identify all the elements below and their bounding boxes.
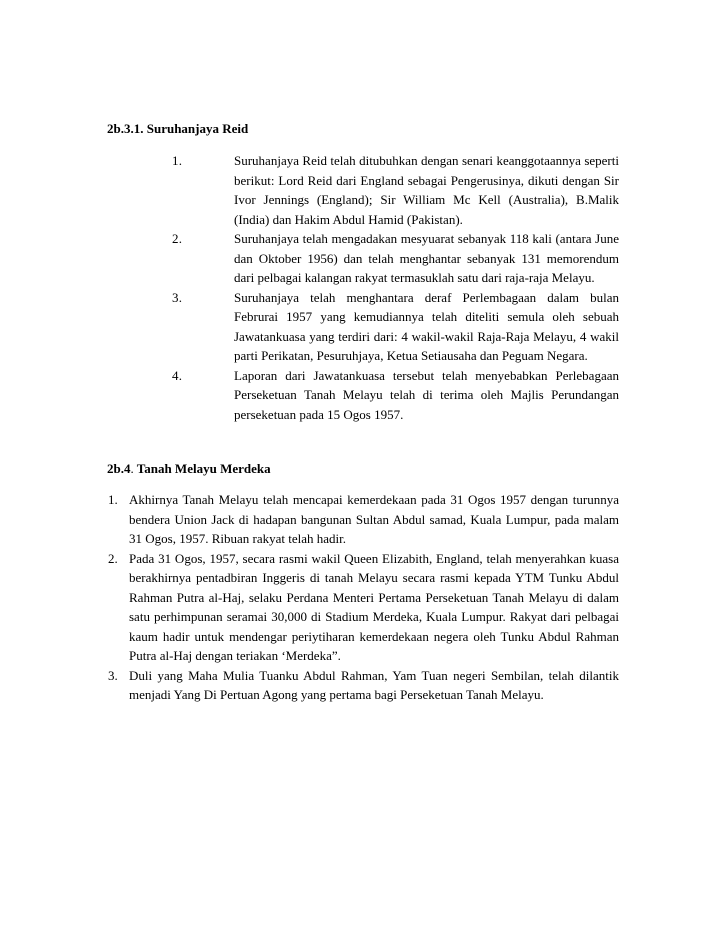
list-item [0,549,728,666]
section-heading-separator: . [130,461,134,476]
list-item [0,151,728,229]
list-item-number: 3. [172,289,183,305]
list-item-text: Suruhanjaya telah mengadakan mesyuarat sebanyak 118 kali (antara June dan Oktober 1956) dan telah menghantar sebanyak 131 memorendum dari pelbagai kalangan rakyat termasuklah satu dari raja-raja Melayu. [234,231,619,285]
list-item-number: 3. [108,667,118,683]
list-item-text: Suruhanjaya telah menghantara deraf Perlembagaan dalam bulan Februrai 1957 yang kemudiannya telah diteliti semula oleh sebuah Jawatankuasa yang terdiri dari: 4 wakil-wakil Raja-Raja Melayu, 4 wakil parti Perikatan, Pesuruhjaya, Ketua Setiausaha dan Peguam Negara. [234,289,619,363]
list-item-number: 2. [172,231,183,246]
list-item [0,366,728,425]
section-heading-title: Tanah Melayu Merdeka [133,461,271,476]
list-item-number: 1. [172,153,183,168]
list-item-number: 4. [172,367,183,383]
suruhanjaya-reid-list [0,151,728,424]
list-item [0,288,728,366]
section-heading-number: 2b.4 [107,461,131,476]
list-item-number: 1. [108,492,118,507]
list-item-text: Duli yang Maha Mulia Tuanku Abdul Rahman, Yam Tuan negeri Sembilan, telah dilantik menjadi Yang Di Pertuan Agong yang pertama bagi Perseketuan Tanah Melayu. [129,667,619,702]
section-heading-suruhanjaya-reid: 2b.3.1. Suruhanjaya Reid [107,121,249,136]
list-item-number: 2. [108,550,118,566]
list-item-text: Suruhanjaya Reid telah ditubuhkan dengan senari keanggotaannya seperti berikut: Lord Reid dari England sebagai Pengerusinya, dikuti dengan Sir Ivor Jennings (England); Sir William Mc Kell (Australia), B.Malik (India) dan Hakim Abdul Hamid (Pakistan). [234,153,619,227]
list-item [0,229,728,288]
list-item-text: Akhirnya Tanah Melayu telah mencapai kemerdekaan pada 31 Ogos 1957 dengan turunnya bendera Union Jack di hadapan bangunan Sultan Abdul samad, Kuala Lumpur, pada malam 31 Ogos, 1957. Ribuan rakyat telah hadir. [129,492,619,546]
list-item-text: Pada 31 Ogos, 1957, secara rasmi wakil Queen Elizabith, England, telah menyerahkan kuasa berakhirnya pentadbiran Inggeris di tanah Melayu secara rasmi kepada YTM Tunku Abdul Rahman Putra al-Haj, selaku Perdana Menteri Pertama Perseketuan Tanah Melayu di dalam satu perhimpunan seramai 30,000 di Stadium Merdeka, Kuala Lumpur. Rakyat dari pelbagai kaum hadir untuk mendengar periytiharan kemerdekaan negera oleh Tunku Abdul Rahman Putra al-Haj dengan teriakan ‘Merdeka”. [129,550,619,663]
list-item-text: Laporan dari Jawatankuasa tersebut telah menyebabkan Perlebagaan Perseketuan Tanah Melayu telah di terima oleh Majlis Perundangan perseketuan pada 15 Ogos 1957. [234,367,619,422]
list-item [0,666,728,705]
section-heading-tanah-melayu-merdeka [107,461,271,477]
list-item [0,490,728,549]
tanah-melayu-merdeka-list [0,490,728,705]
